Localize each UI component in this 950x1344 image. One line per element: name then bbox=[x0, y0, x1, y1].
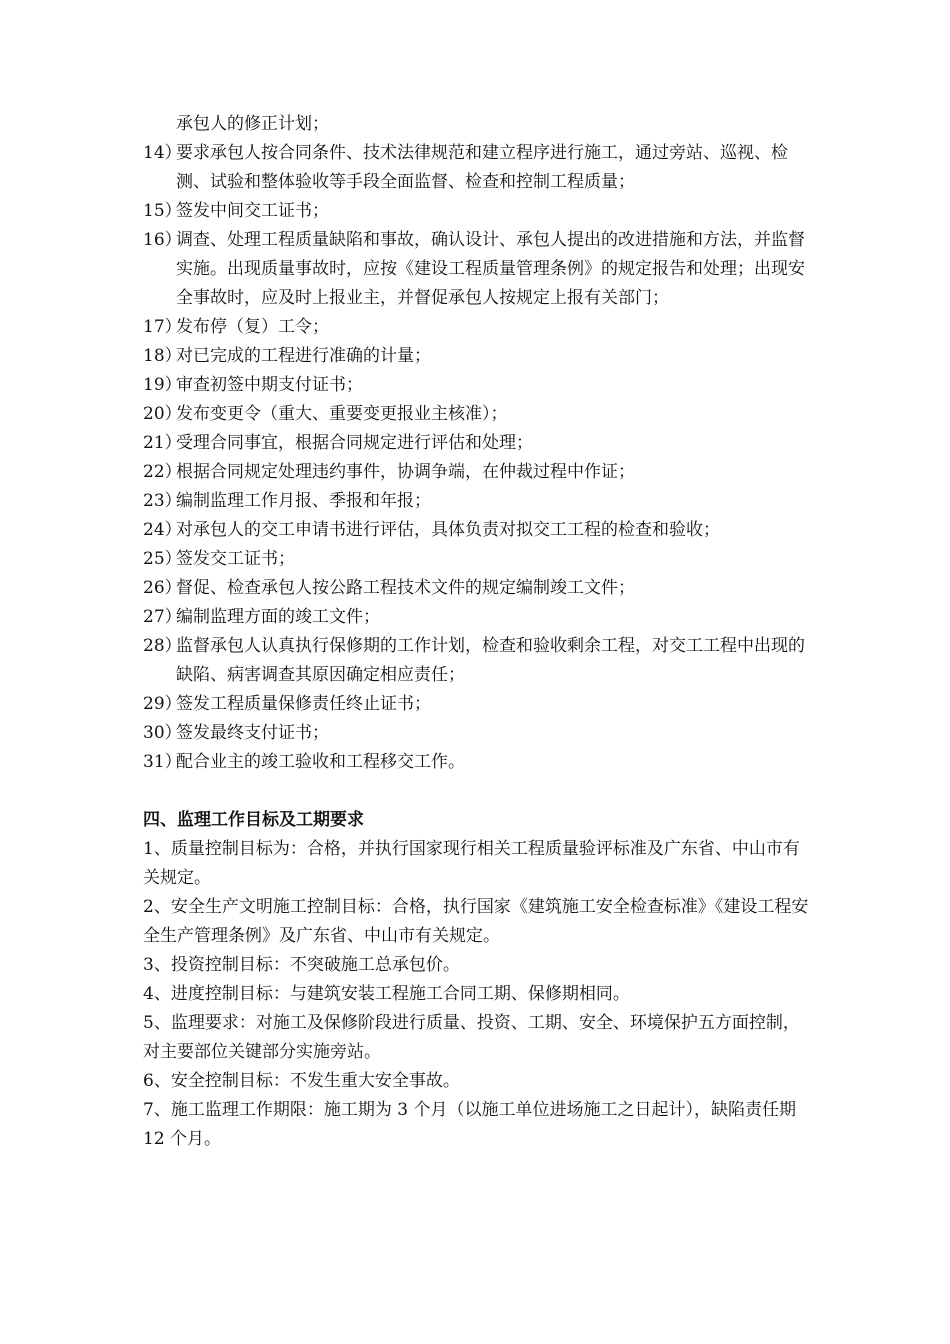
duty-item bbox=[143, 342, 813, 371]
item-text: 签发最终支付证书； bbox=[176, 723, 329, 743]
item-text: 监督承包人认真执行保修期的工作计划，检查和验收剩余工程，对交工工程中出现的缺陷、病害调查其原因确定相应责任； bbox=[176, 636, 805, 685]
item-number: 28） bbox=[143, 636, 182, 656]
item-number: 30） bbox=[143, 723, 182, 743]
duty-item bbox=[143, 197, 813, 226]
duty-item bbox=[143, 748, 813, 777]
goal-paragraph: 1、质量控制目标为：合格，并执行国家现行相关工程质量验评标准及广东省、中山市有关规定。 bbox=[143, 839, 800, 888]
item-text: 发布停（复）工令； bbox=[176, 317, 329, 337]
duty-item bbox=[143, 371, 813, 400]
item-text: 编制监理工作月报、季报和年报； bbox=[176, 491, 431, 511]
item-text: 根据合同规定处理违约事件，协调争端，在仲裁过程中作证； bbox=[176, 462, 635, 482]
item-text: 编制监理方面的竣工文件； bbox=[176, 607, 380, 627]
goal-paragraph: 2、安全生产文明施工控制目标：合格，执行国家《建筑施工安全检查标准》《建设工程安全生产管理条例》及广东省、中山市有关规定。 bbox=[143, 897, 809, 946]
duty-item bbox=[143, 690, 813, 719]
duty-item bbox=[143, 226, 813, 313]
goal-paragraph: 3、投资控制目标：不突破施工总承包价。 bbox=[143, 955, 460, 975]
section-heading: 四、监理工作目标及工期要求 bbox=[143, 810, 364, 830]
duty-item bbox=[143, 458, 813, 487]
duty-item bbox=[143, 313, 813, 342]
duty-item bbox=[143, 632, 813, 690]
section-spacer bbox=[143, 777, 813, 806]
item-text: 审查初签中期支付证书； bbox=[176, 375, 363, 395]
item-text: 签发交工证书； bbox=[176, 549, 295, 569]
goal-paragraph: 4、进度控制目标：与建筑安装工程施工合同工期、保修期相同。 bbox=[143, 984, 630, 1004]
item-number: 22） bbox=[143, 462, 182, 482]
item-text: 发布变更令（重大、重要变更报业主核准）； bbox=[176, 404, 508, 424]
item-text: 签发工程质量保修责任终止证书； bbox=[176, 694, 431, 714]
duty-item bbox=[143, 429, 813, 458]
item-number: 24） bbox=[143, 520, 182, 540]
item-number: 19） bbox=[143, 375, 182, 395]
goal-paragraph: 7、施工监理工作期限：施工期为 3 个月（以施工单位进场施工之日起计），缺陷责任期 12 个月。 bbox=[143, 1100, 796, 1149]
item-number: 23） bbox=[143, 491, 182, 511]
duty-item bbox=[143, 719, 813, 748]
continued-line: 承包人的修正计划； bbox=[176, 114, 329, 134]
item-text: 配合业主的竣工验收和工程移交工作。 bbox=[176, 752, 465, 772]
item-number: 16） bbox=[143, 230, 182, 250]
duty-item bbox=[143, 139, 813, 197]
item-number: 29） bbox=[143, 694, 182, 714]
item-text: 调查、处理工程质量缺陷和事故，确认设计、承包人提出的改进措施和方法，并监督实施。出现质量事故时，应按《建设工程质量管理条例》的规定报告和处理；出现安全事故时，应及时上报业主，并督促承包人按规定上报有关部门； bbox=[176, 230, 805, 308]
item-number: 21） bbox=[143, 433, 182, 453]
duty-item bbox=[143, 545, 813, 574]
duty-item bbox=[143, 487, 813, 516]
item-text: 对已完成的工程进行准确的计量； bbox=[176, 346, 431, 366]
duty-item bbox=[143, 400, 813, 429]
goal-paragraph: 6、安全控制目标：不发生重大安全事故。 bbox=[143, 1071, 460, 1091]
item-text: 受理合同事宜，根据合同规定进行评估和处理； bbox=[176, 433, 533, 453]
item-text: 对承包人的交工申请书进行评估，具体负责对拟交工工程的检查和验收； bbox=[176, 520, 720, 540]
item-number: 31） bbox=[143, 752, 182, 772]
item-text: 督促、检查承包人按公路工程技术文件的规定编制竣工文件； bbox=[176, 578, 635, 598]
duty-item bbox=[143, 516, 813, 545]
duty-item bbox=[143, 574, 813, 603]
duty-item bbox=[143, 603, 813, 632]
document-body bbox=[143, 110, 813, 1154]
item-number: 20） bbox=[143, 404, 182, 424]
item-text: 要求承包人按合同条件、技术法律规范和建立程序进行施工，通过旁站、巡视、检测、试验和整体验收等手段全面监督、检查和控制工程质量； bbox=[176, 143, 788, 192]
goal-paragraph: 5、监理要求：对施工及保修阶段进行质量、投资、工期、安全、环境保护五方面控制，对主要部位关键部分实施旁站。 bbox=[143, 1013, 800, 1062]
item-number: 15） bbox=[143, 201, 182, 221]
item-number: 14） bbox=[143, 143, 182, 163]
item-text: 签发中间交工证书； bbox=[176, 201, 329, 221]
item-number: 26） bbox=[143, 578, 182, 598]
item-number: 17） bbox=[143, 317, 182, 337]
item-number: 27） bbox=[143, 607, 182, 627]
item-number: 18） bbox=[143, 346, 182, 366]
item-number: 25） bbox=[143, 549, 182, 569]
